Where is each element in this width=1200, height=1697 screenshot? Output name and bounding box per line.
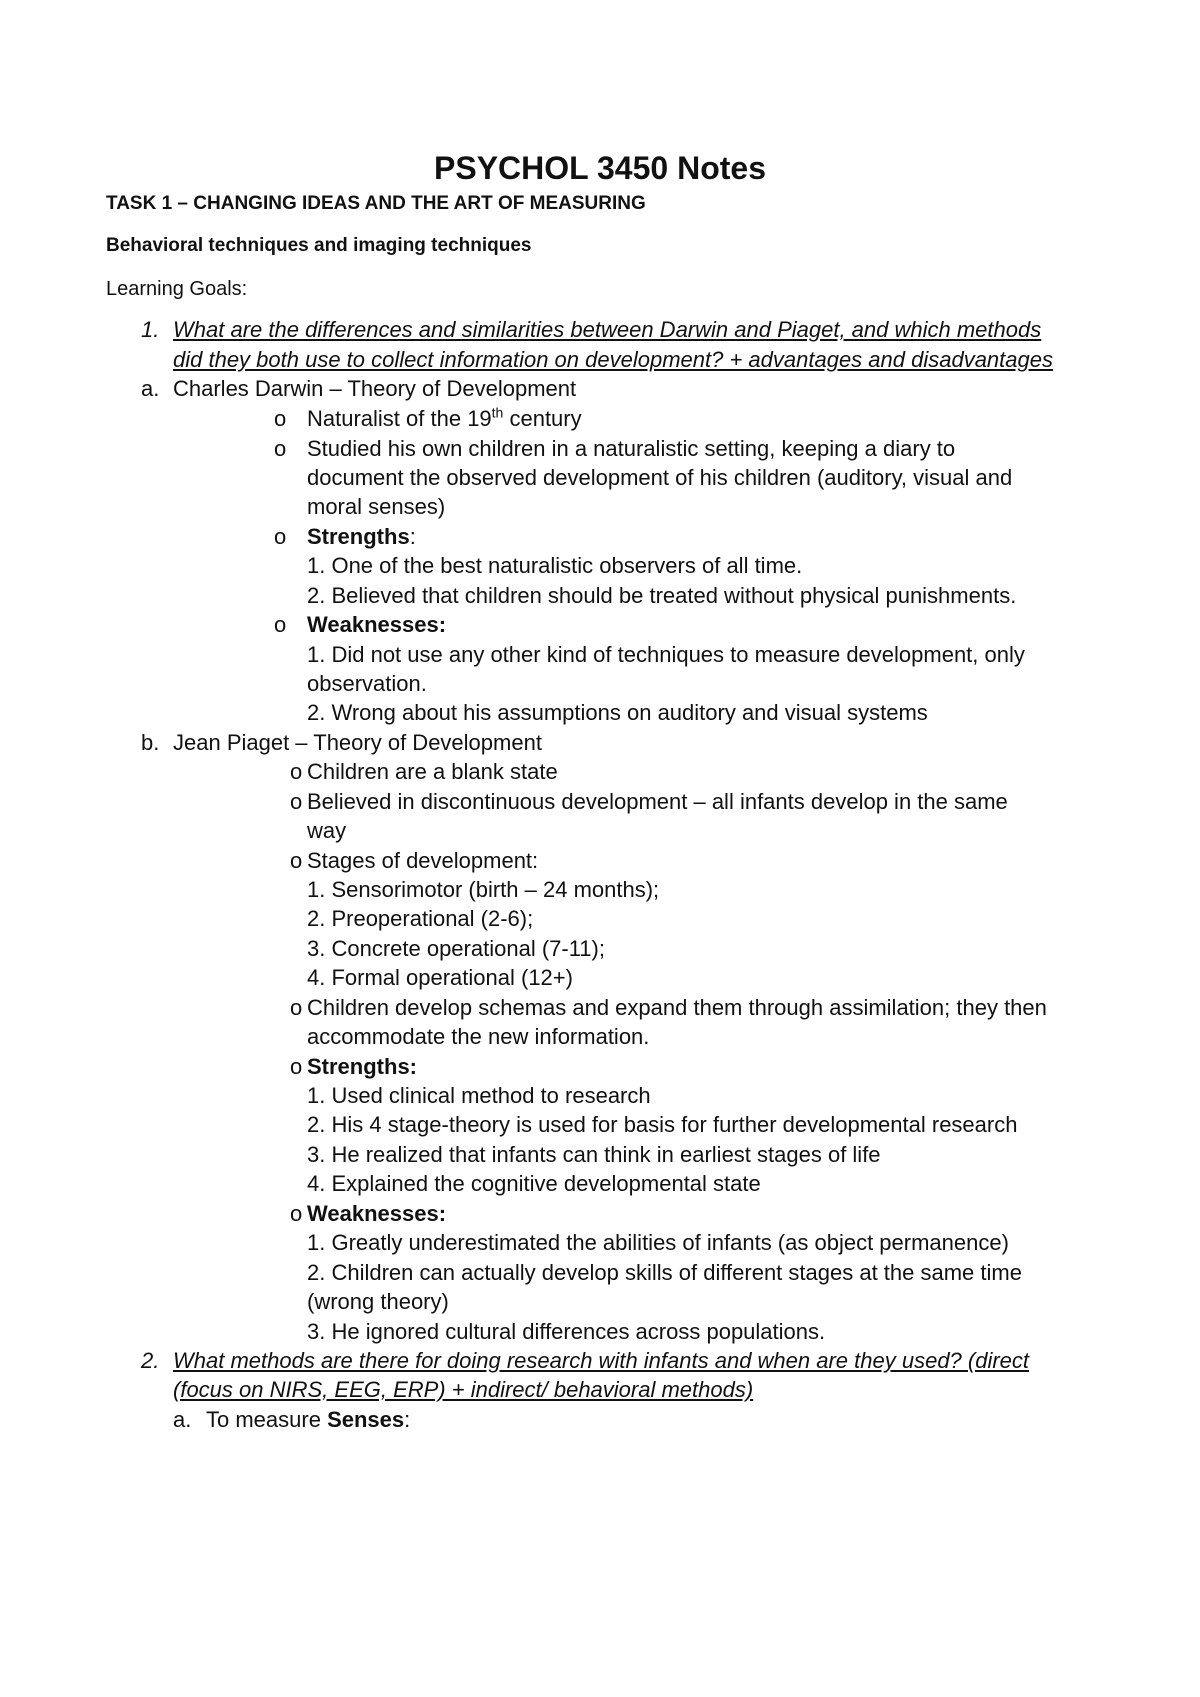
piaget-schemas-line-1: Children develop schemas and expand them through assimilation; they then (307, 995, 1047, 1020)
question-1-line-2: did they both use to collect information on development? + advantages and disadvantages (173, 347, 1053, 372)
piaget-weakness-2-line-2: (wrong theory) (307, 1289, 449, 1314)
piaget-stages-label: Stages of development: (307, 848, 539, 873)
learning-goals-label: Learning Goals: (106, 278, 248, 300)
piaget-stage-3: 3. Concrete operational (7-11); (307, 936, 605, 961)
question-2-line-2: (focus on NIRS, EEG, ERP) + indirect/ behavioral methods) (173, 1377, 754, 1402)
piaget-weakness-2-line-1: 2. Children can actually develop skills of different stages at the same time (307, 1260, 1022, 1285)
piaget-weaknesses-label: Weaknesses: (307, 1201, 447, 1226)
piaget-weakness-1: 1. Greatly underestimated the abilities of infants (as object permanence) (307, 1230, 1009, 1255)
darwin-strength-2: 2. Believed that children should be treated without physical punishments. (307, 583, 1017, 608)
bullet-icon: o (274, 524, 287, 549)
question-1-line-1: What are the differences and similarities between Darwin and Piaget, and which methods (173, 317, 1042, 342)
question-2-sub-letter: a. (173, 1407, 192, 1432)
section-subheading: Behavioral techniques and imaging techniques (106, 235, 532, 256)
piaget-discontinuous-line-2: way (307, 818, 347, 843)
measure-senses-heading: To measure Senses: (206, 1407, 411, 1432)
darwin-strengths-label: Strengths: (307, 524, 416, 549)
bullet-icon: o (274, 406, 287, 431)
darwin-studied-line-1: Studied his own children in a naturalistic setting, keeping a diary to (307, 436, 956, 461)
piaget-strength-3: 3. He realized that infants can think in earliest stages of life (307, 1142, 881, 1167)
bullet-icon: o (290, 789, 303, 814)
piaget-strength-4: 4. Explained the cognitive developmental state (307, 1171, 761, 1196)
question-2-number: 2. (141, 1348, 160, 1373)
darwin-heading: Charles Darwin – Theory of Development (173, 376, 577, 401)
bullet-icon: o (290, 1054, 303, 1079)
darwin-naturalist: Naturalist of the 19th century (307, 404, 582, 431)
piaget-heading: Jean Piaget – Theory of Development (173, 730, 542, 755)
bullet-icon: o (290, 995, 303, 1020)
bullet-icon: o (274, 612, 287, 637)
darwin-weakness-1-line-2: observation. (307, 671, 427, 696)
bullet-icon: o (274, 436, 287, 461)
darwin-studied-line-3: moral senses) (307, 494, 446, 519)
page-title: PSYCHOL 3450 Notes (434, 150, 766, 186)
piaget-blank-state: Children are a blank state (307, 759, 558, 784)
question-2-line-1: What methods are there for doing research with infants and when are they used? (direct (173, 1348, 1030, 1373)
darwin-weaknesses-label: Weaknesses: (307, 612, 447, 637)
bullet-icon: o (290, 1201, 303, 1226)
question-1-number: 1. (141, 317, 160, 342)
darwin-strength-1: 1. One of the best naturalistic observers of all time. (307, 553, 803, 578)
piaget-letter: b. (141, 730, 160, 755)
piaget-strength-1: 1. Used clinical method to research (307, 1083, 651, 1108)
piaget-discontinuous-line-1: Believed in discontinuous development – all infants develop in the same (307, 789, 1008, 814)
bullet-icon: o (290, 759, 303, 784)
piaget-schemas-line-2: accommodate the new information. (307, 1024, 650, 1049)
piaget-stage-4: 4. Formal operational (12+) (307, 965, 573, 990)
piaget-stage-2: 2. Preoperational (2-6); (307, 906, 534, 931)
task-heading: TASK 1 – CHANGING IDEAS AND THE ART OF MEASURING (106, 193, 646, 214)
piaget-strength-2: 2. His 4 stage-theory is used for basis for further developmental research (307, 1112, 1018, 1137)
darwin-letter: a. (141, 376, 160, 401)
darwin-weakness-2: 2. Wrong about his assumptions on auditory and visual systems (307, 700, 928, 725)
bullet-icon: o (290, 848, 303, 873)
darwin-weakness-1-line-1: 1. Did not use any other kind of techniques to measure development, only (307, 642, 1025, 667)
darwin-studied-line-2: document the observed development of his children (auditory, visual and (307, 465, 1013, 490)
piaget-strengths-label: Strengths: (307, 1054, 417, 1079)
piaget-weakness-3: 3. He ignored cultural differences across populations. (307, 1319, 826, 1344)
piaget-stage-1: 1. Sensorimotor (birth – 24 months); (307, 877, 660, 902)
